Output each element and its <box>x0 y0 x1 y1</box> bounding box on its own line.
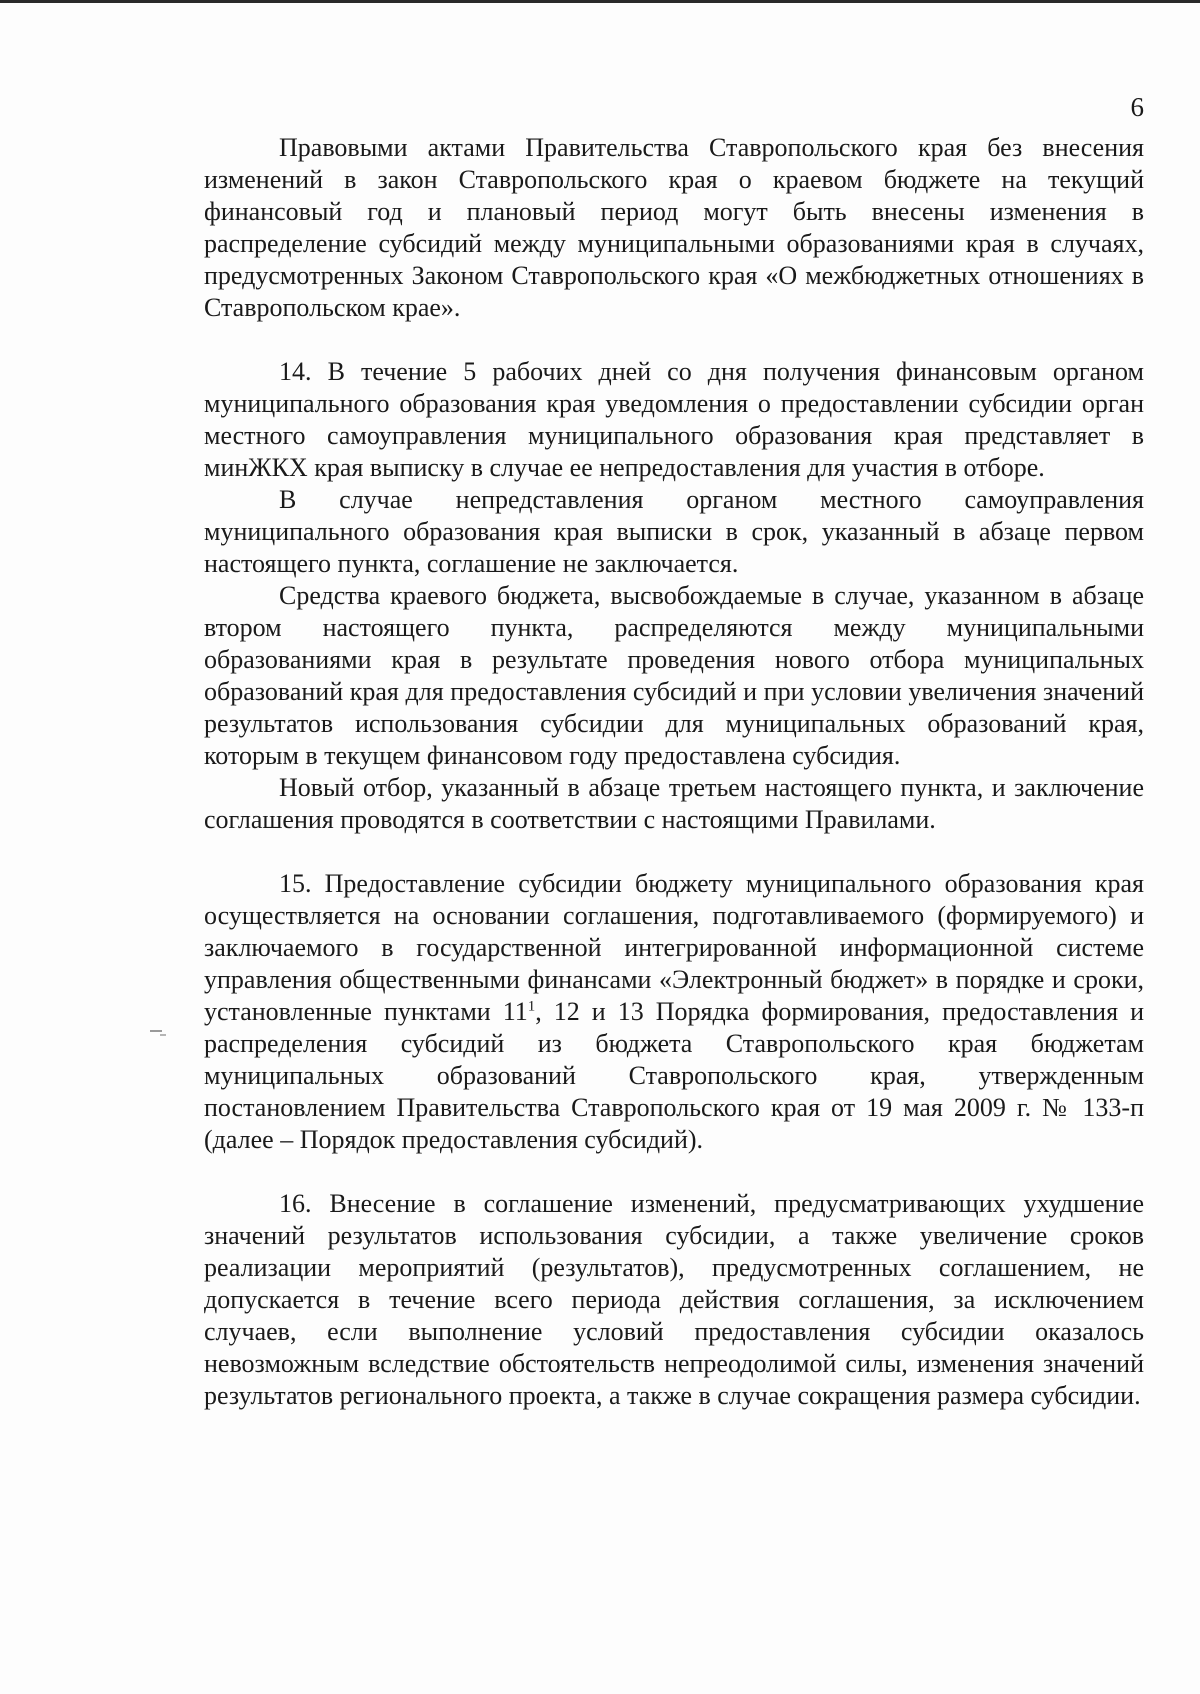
paragraph-legal-acts: Правовыми актами Правительства Ставропольского края без внесения изменений в закон Ставропольского края о краевом бюджете на текущий финансовый год и плановый период могут быть внесены изменения в распределение субсидий между муниципальными образованиями края в случаях, предусмотренных Законом Ставропольского края «О межбюджетных отношениях в Ставропольском крае». <box>204 133 1144 322</box>
section-gap <box>204 324 1144 356</box>
paragraph-item-14-non-submission: В случае непредставления органом местного самоуправления муниципального образования края выписки в срок, указанный в абзаце первом настоящего пункта, соглашение не заключается. <box>204 485 1144 578</box>
paragraph-item-16: 16. Внесение в соглашение изменений, предусматривающих ухудшение значений результатов использования субсидии, а также увеличение сроков реализации мероприятий (результатов), предусмотренных соглашением, не допускается в течение всего периода действия соглашения, за исключением случаев, если выполнение условий предоставления субсидии оказалось невозможным вследствие обстоятельств непреодолимой силы, изменения значений результатов регионального проекта, а также в случае сокращения размера субсидии. <box>204 1189 1144 1410</box>
item-15-text-after: , 12 и 13 Порядка формирования, предоставления и распределения субсидий из бюджета Ставропольского края бюджетам муниципальных образований Ставропольского края, утвержденным постановлением Правительства Ставропольского края от 19 мая 2009 г. № 133-п (далее – Порядок предоставления субсидий). <box>204 997 1144 1154</box>
paragraph-item-14-new-selection: Новый отбор, указанный в абзаце третьем настоящего пункта, и заключение соглашения проводятся в соответствии с настоящими Правилами. <box>204 773 1144 834</box>
item-15-superscript: 1 <box>527 998 536 1015</box>
margin-mark <box>150 1030 162 1032</box>
paragraph-item-15 <box>204 868 1144 1156</box>
item-15-text-before: 15. Предоставление субсидии бюджету муниципального образования края осуществляется на основании соглашения, подготавливаемого (формируемого) и заключаемого в государственной интегрированной информационной системе управления общественными финансами «Электронный бюджет» в порядке и сроки, установленные пунктами 11 <box>204 869 1144 1026</box>
paragraph-item-14-funds: Средства краевого бюджета, высвобождаемые в случае, указанном в абзаце втором настоящего пункта, распределяются между муниципальными образованиями края в результате проведения нового отбора муниципальных образований края для предоставления субсидий и при условии увеличения значений результатов использования субсидии для муниципальных образований края, которым в текущем финансовом году предоставлена субсидия. <box>204 581 1144 770</box>
document-body <box>204 132 1144 1412</box>
page-number: 6 <box>1130 92 1144 122</box>
scan-top-edge <box>0 0 1200 3</box>
section-gap <box>204 1156 1144 1188</box>
section-gap <box>204 836 1144 868</box>
paragraph-item-14: 14. В течение 5 рабочих дней со дня получения финансовым органом муниципального образования края уведомления о предоставлении субсидии орган местного самоуправления муниципального образования края представляет в минЖКХ края выписку в случае ее непредоставления для участия в отборе. <box>204 357 1144 482</box>
margin-mark <box>160 1034 166 1036</box>
